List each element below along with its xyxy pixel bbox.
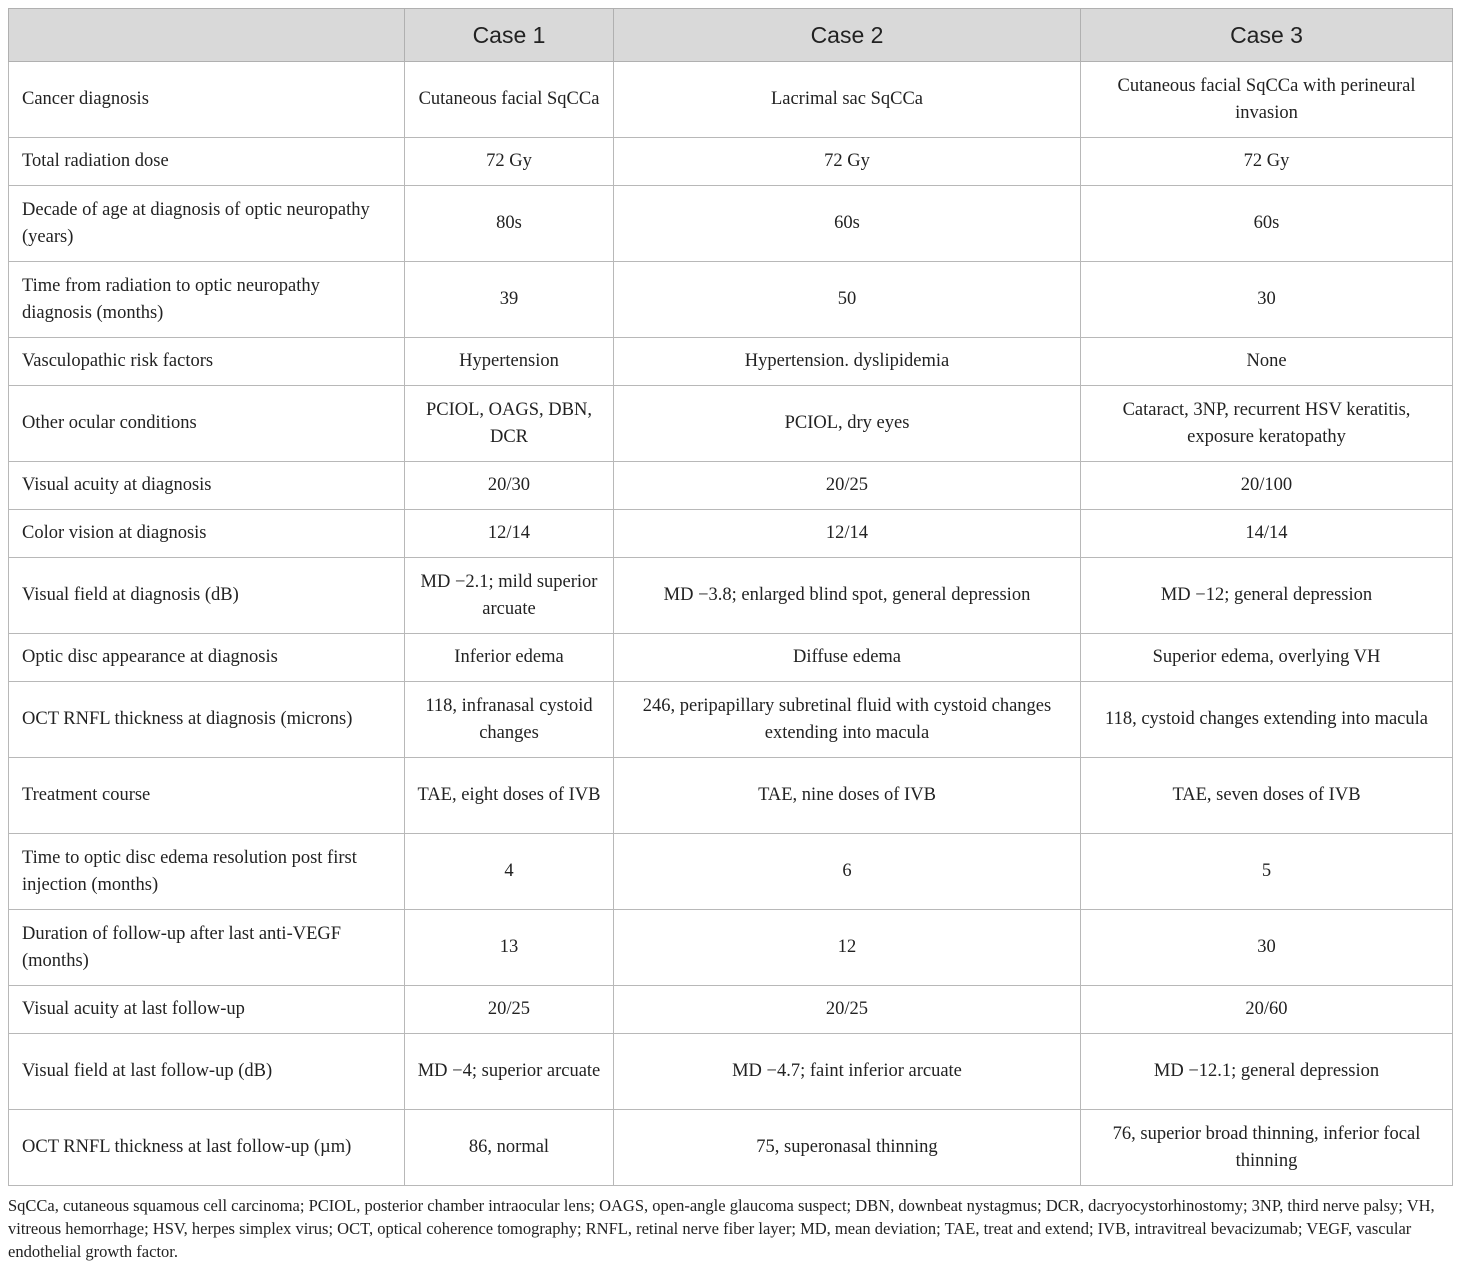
table-row <box>9 986 1453 1034</box>
row-label: Optic disc appearance at diagnosis <box>9 634 405 682</box>
row-label: Treatment course <box>9 758 405 834</box>
row-label: Visual field at last follow-up (dB) <box>9 1034 405 1110</box>
cell-case-3: 72 Gy <box>1081 138 1453 186</box>
cell-case-3: 20/100 <box>1081 462 1453 510</box>
cell-case-1: 80s <box>405 186 614 262</box>
cell-case-2: 60s <box>614 186 1081 262</box>
cell-case-1: 4 <box>405 834 614 910</box>
row-label: OCT RNFL thickness at diagnosis (microns) <box>9 682 405 758</box>
row-label: Cancer diagnosis <box>9 62 405 138</box>
table-row <box>9 510 1453 558</box>
cell-case-2: MD −3.8; enlarged blind spot, general depression <box>614 558 1081 634</box>
header-case-2: Case 2 <box>614 9 1081 62</box>
row-label: Total radiation dose <box>9 138 405 186</box>
cell-case-1: 72 Gy <box>405 138 614 186</box>
table-footnote: SqCCa, cutaneous squamous cell carcinoma; PCIOL, posterior chamber intraocular lens; OAGS, open-angle glaucoma suspect; DBN, downbeat nystagmus; DCR, dacryocystorhinostomy; 3NP, third nerve palsy; VH, vitreous hemorrhage; HSV, herpes simplex virus; OCT, optical coherence tomography; RNFL, retinal nerve fiber layer; MD, mean deviation; TAE, treat and extend; IVB, intravitreal bevacizumab; VEGF, vascular endothelial growth factor. <box>8 1196 1435 1261</box>
header-case-1: Case 1 <box>405 9 614 62</box>
document <box>8 8 1452 1263</box>
cell-case-1: TAE, eight doses of IVB <box>405 758 614 834</box>
cell-case-3: 76, superior broad thinning, inferior focal thinning <box>1081 1110 1453 1186</box>
cell-case-2: 12 <box>614 910 1081 986</box>
table-row <box>9 558 1453 634</box>
table-row <box>9 386 1453 462</box>
cell-case-3: 60s <box>1081 186 1453 262</box>
table-row <box>9 1110 1453 1186</box>
row-label: Visual field at diagnosis (dB) <box>9 558 405 634</box>
cell-case-2: Diffuse edema <box>614 634 1081 682</box>
cell-case-3: 14/14 <box>1081 510 1453 558</box>
cell-case-2: 75, superonasal thinning <box>614 1110 1081 1186</box>
table-row <box>9 62 1453 138</box>
cell-case-2: 72 Gy <box>614 138 1081 186</box>
row-label: Decade of age at diagnosis of optic neuropathy (years) <box>9 186 405 262</box>
cell-case-1: PCIOL, OAGS, DBN, DCR <box>405 386 614 462</box>
table-row <box>9 1034 1453 1110</box>
cell-case-2: 20/25 <box>614 462 1081 510</box>
table-row <box>9 262 1453 338</box>
cell-case-1: 86, normal <box>405 1110 614 1186</box>
table-row <box>9 682 1453 758</box>
row-label: Time to optic disc edema resolution post first injection (months) <box>9 834 405 910</box>
cell-case-2: Hypertension. dyslipidemia <box>614 338 1081 386</box>
row-label: Time from radiation to optic neuropathy diagnosis (months) <box>9 262 405 338</box>
cell-case-2: PCIOL, dry eyes <box>614 386 1081 462</box>
cell-case-3: Cutaneous facial SqCCa with perineural invasion <box>1081 62 1453 138</box>
row-label: OCT RNFL thickness at last follow-up (µm) <box>9 1110 405 1186</box>
table-row <box>9 338 1453 386</box>
row-label: Color vision at diagnosis <box>9 510 405 558</box>
cell-case-2: 50 <box>614 262 1081 338</box>
cell-case-2: 6 <box>614 834 1081 910</box>
cell-case-3: 118, cystoid changes extending into macula <box>1081 682 1453 758</box>
cell-case-1: Cutaneous facial SqCCa <box>405 62 614 138</box>
cell-case-1: 13 <box>405 910 614 986</box>
cell-case-2: MD −4.7; faint inferior arcuate <box>614 1034 1081 1110</box>
cell-case-2: TAE, nine doses of IVB <box>614 758 1081 834</box>
table-row <box>9 634 1453 682</box>
cell-case-2: 20/25 <box>614 986 1081 1034</box>
cell-case-1: 20/30 <box>405 462 614 510</box>
cell-case-3: MD −12.1; general depression <box>1081 1034 1453 1110</box>
row-label: Visual acuity at diagnosis <box>9 462 405 510</box>
cell-case-1: 20/25 <box>405 986 614 1034</box>
table-row <box>9 834 1453 910</box>
cell-case-3: 20/60 <box>1081 986 1453 1034</box>
cell-case-3: 30 <box>1081 262 1453 338</box>
cell-case-3: None <box>1081 338 1453 386</box>
cell-case-3: TAE, seven doses of IVB <box>1081 758 1453 834</box>
cell-case-1: 118, infranasal cystoid changes <box>405 682 614 758</box>
cell-case-3: Cataract, 3NP, recurrent HSV keratitis, exposure keratopathy <box>1081 386 1453 462</box>
cell-case-3: MD −12; general depression <box>1081 558 1453 634</box>
cell-case-3: Superior edema, overlying VH <box>1081 634 1453 682</box>
cell-case-2: 246, peripapillary subretinal fluid with cystoid changes extending into macula <box>614 682 1081 758</box>
table-row <box>9 186 1453 262</box>
cell-case-1: Hypertension <box>405 338 614 386</box>
cell-case-1: MD −4; superior arcuate <box>405 1034 614 1110</box>
row-label: Other ocular conditions <box>9 386 405 462</box>
case-comparison-table <box>8 8 1453 1186</box>
row-label: Duration of follow-up after last anti-VEGF (months) <box>9 910 405 986</box>
cell-case-1: 39 <box>405 262 614 338</box>
header-cell-blank <box>9 9 405 62</box>
row-label: Visual acuity at last follow-up <box>9 986 405 1034</box>
table-row <box>9 758 1453 834</box>
cell-case-1: 12/14 <box>405 510 614 558</box>
header-row <box>9 9 1453 62</box>
cell-case-2: 12/14 <box>614 510 1081 558</box>
header-case-3: Case 3 <box>1081 9 1453 62</box>
cell-case-3: 30 <box>1081 910 1453 986</box>
table-row <box>9 462 1453 510</box>
table-row <box>9 910 1453 986</box>
cell-case-1: MD −2.1; mild superior arcuate <box>405 558 614 634</box>
cell-case-2: Lacrimal sac SqCCa <box>614 62 1081 138</box>
table-row <box>9 138 1453 186</box>
cell-case-1: Inferior edema <box>405 634 614 682</box>
row-label: Vasculopathic risk factors <box>9 338 405 386</box>
cell-case-3: 5 <box>1081 834 1453 910</box>
